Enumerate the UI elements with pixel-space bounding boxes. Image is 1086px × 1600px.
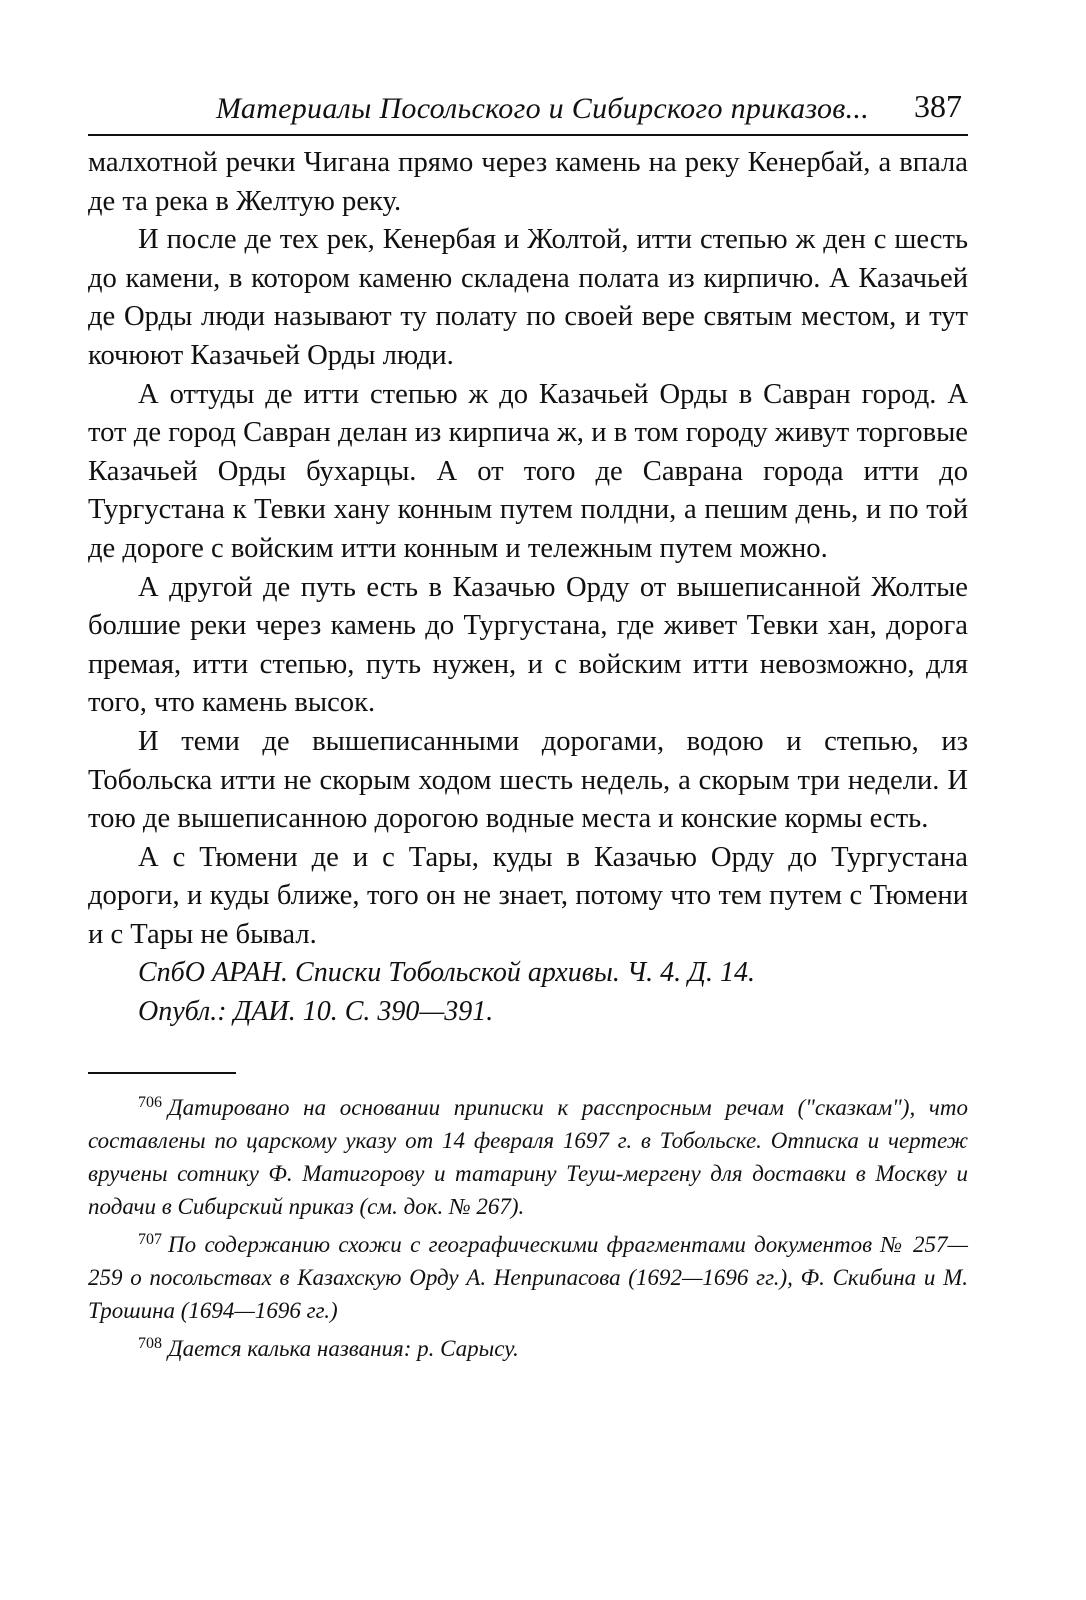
source-published: Опубл.: ДАИ. 10. С. 390—391. — [138, 996, 494, 1028]
footnote-text: Дается калька названия: р. Сарысу. — [168, 1335, 519, 1361]
paragraph: А другой де путь есть в Казачью Орду от вышеписанной Жолтые болшие реки через камень до Тургустана, где живет Тевки хан, дорога премая, итти степью, путь нужен, и с войским итти невозможно, для того, что камень высок. — [88, 571, 968, 719]
footnote-divider — [88, 1072, 236, 1074]
paragraph: А оттуды де итти степью ж до Казачьей Орды в Савран город. А тот де город Савран делан из кирпича ж, и в том городу живут торговые Казачьей Орды бухарцы. А от того де Саврана города итти до Тургустана к Тевки хану конным путем полдни, а пешим день, и по той де дороге с войским итти конным и тележным путем можно. — [88, 378, 968, 564]
footnote-text: Датировано на основании приписки к расспросным речам ("сказкам"), что составлены по царскому указу от 14 февраля 1697 г. в Тобольске. Отписка и чертеж вручены сотнику Ф. Матигорову и татарину Теуш-мергену для доставки в Москву и подачи в Сибирский приказ (см. док. № 267). — [88, 1094, 968, 1219]
paragraph: малхотной речки Чигана прямо через камень на реку Кенербай, а впала де та река в Желтую реку. — [88, 147, 968, 217]
running-title: Материалы Посольского и Сибирского приказов... — [216, 92, 869, 125]
paragraph: И после де тех рек, Кенербая и Жолтой, итти степью ж ден с шесть до камени, в котором каменю складена полата из кирпичю. А Казачьей де Орды люди называют ту полату по своей вере святым местом, и тут кочюют Казачьей Орды люди. — [88, 224, 968, 371]
body-text — [88, 144, 968, 954]
footnote-number: 706 — [138, 1093, 162, 1111]
paragraph: И теми де вышеписанными дорогами, водою и степью, из Тобольска итти не скорым ходом шесть недель, а скорым три недели. И тою де вышеписанною дорогою водные места и конские кормы есть. — [88, 725, 968, 835]
running-head — [88, 86, 968, 136]
source-citation — [88, 954, 968, 1031]
footnote-number: 707 — [138, 1230, 162, 1248]
footnote-number: 708 — [138, 1334, 162, 1352]
footnote — [88, 1086, 968, 1223]
footnote — [88, 1327, 968, 1365]
paragraph: А с Тюмени де и с Тары, куды в Казачью Орду до Тургустана дороги, и куды ближе, того он не знает, потому что тем путем с Тюмени и с Тары не бывал. — [88, 841, 968, 950]
footnote — [88, 1223, 968, 1327]
document-page — [88, 86, 968, 1365]
page-number: 387 — [914, 88, 962, 124]
source-archive: СпбО АРАН. Списки Тобольской архивы. Ч. 4. Д. 14. — [138, 957, 755, 989]
footnotes — [88, 1086, 968, 1365]
footnote-text: По содержанию схожи с географическими фрагментами документов № 257—259 о посольствах в Казахскую Орду А. Неприпасова (1692—1696 гг.), Ф. Скибина и М. Трошина (1694—1696 гг.) — [88, 1231, 968, 1323]
